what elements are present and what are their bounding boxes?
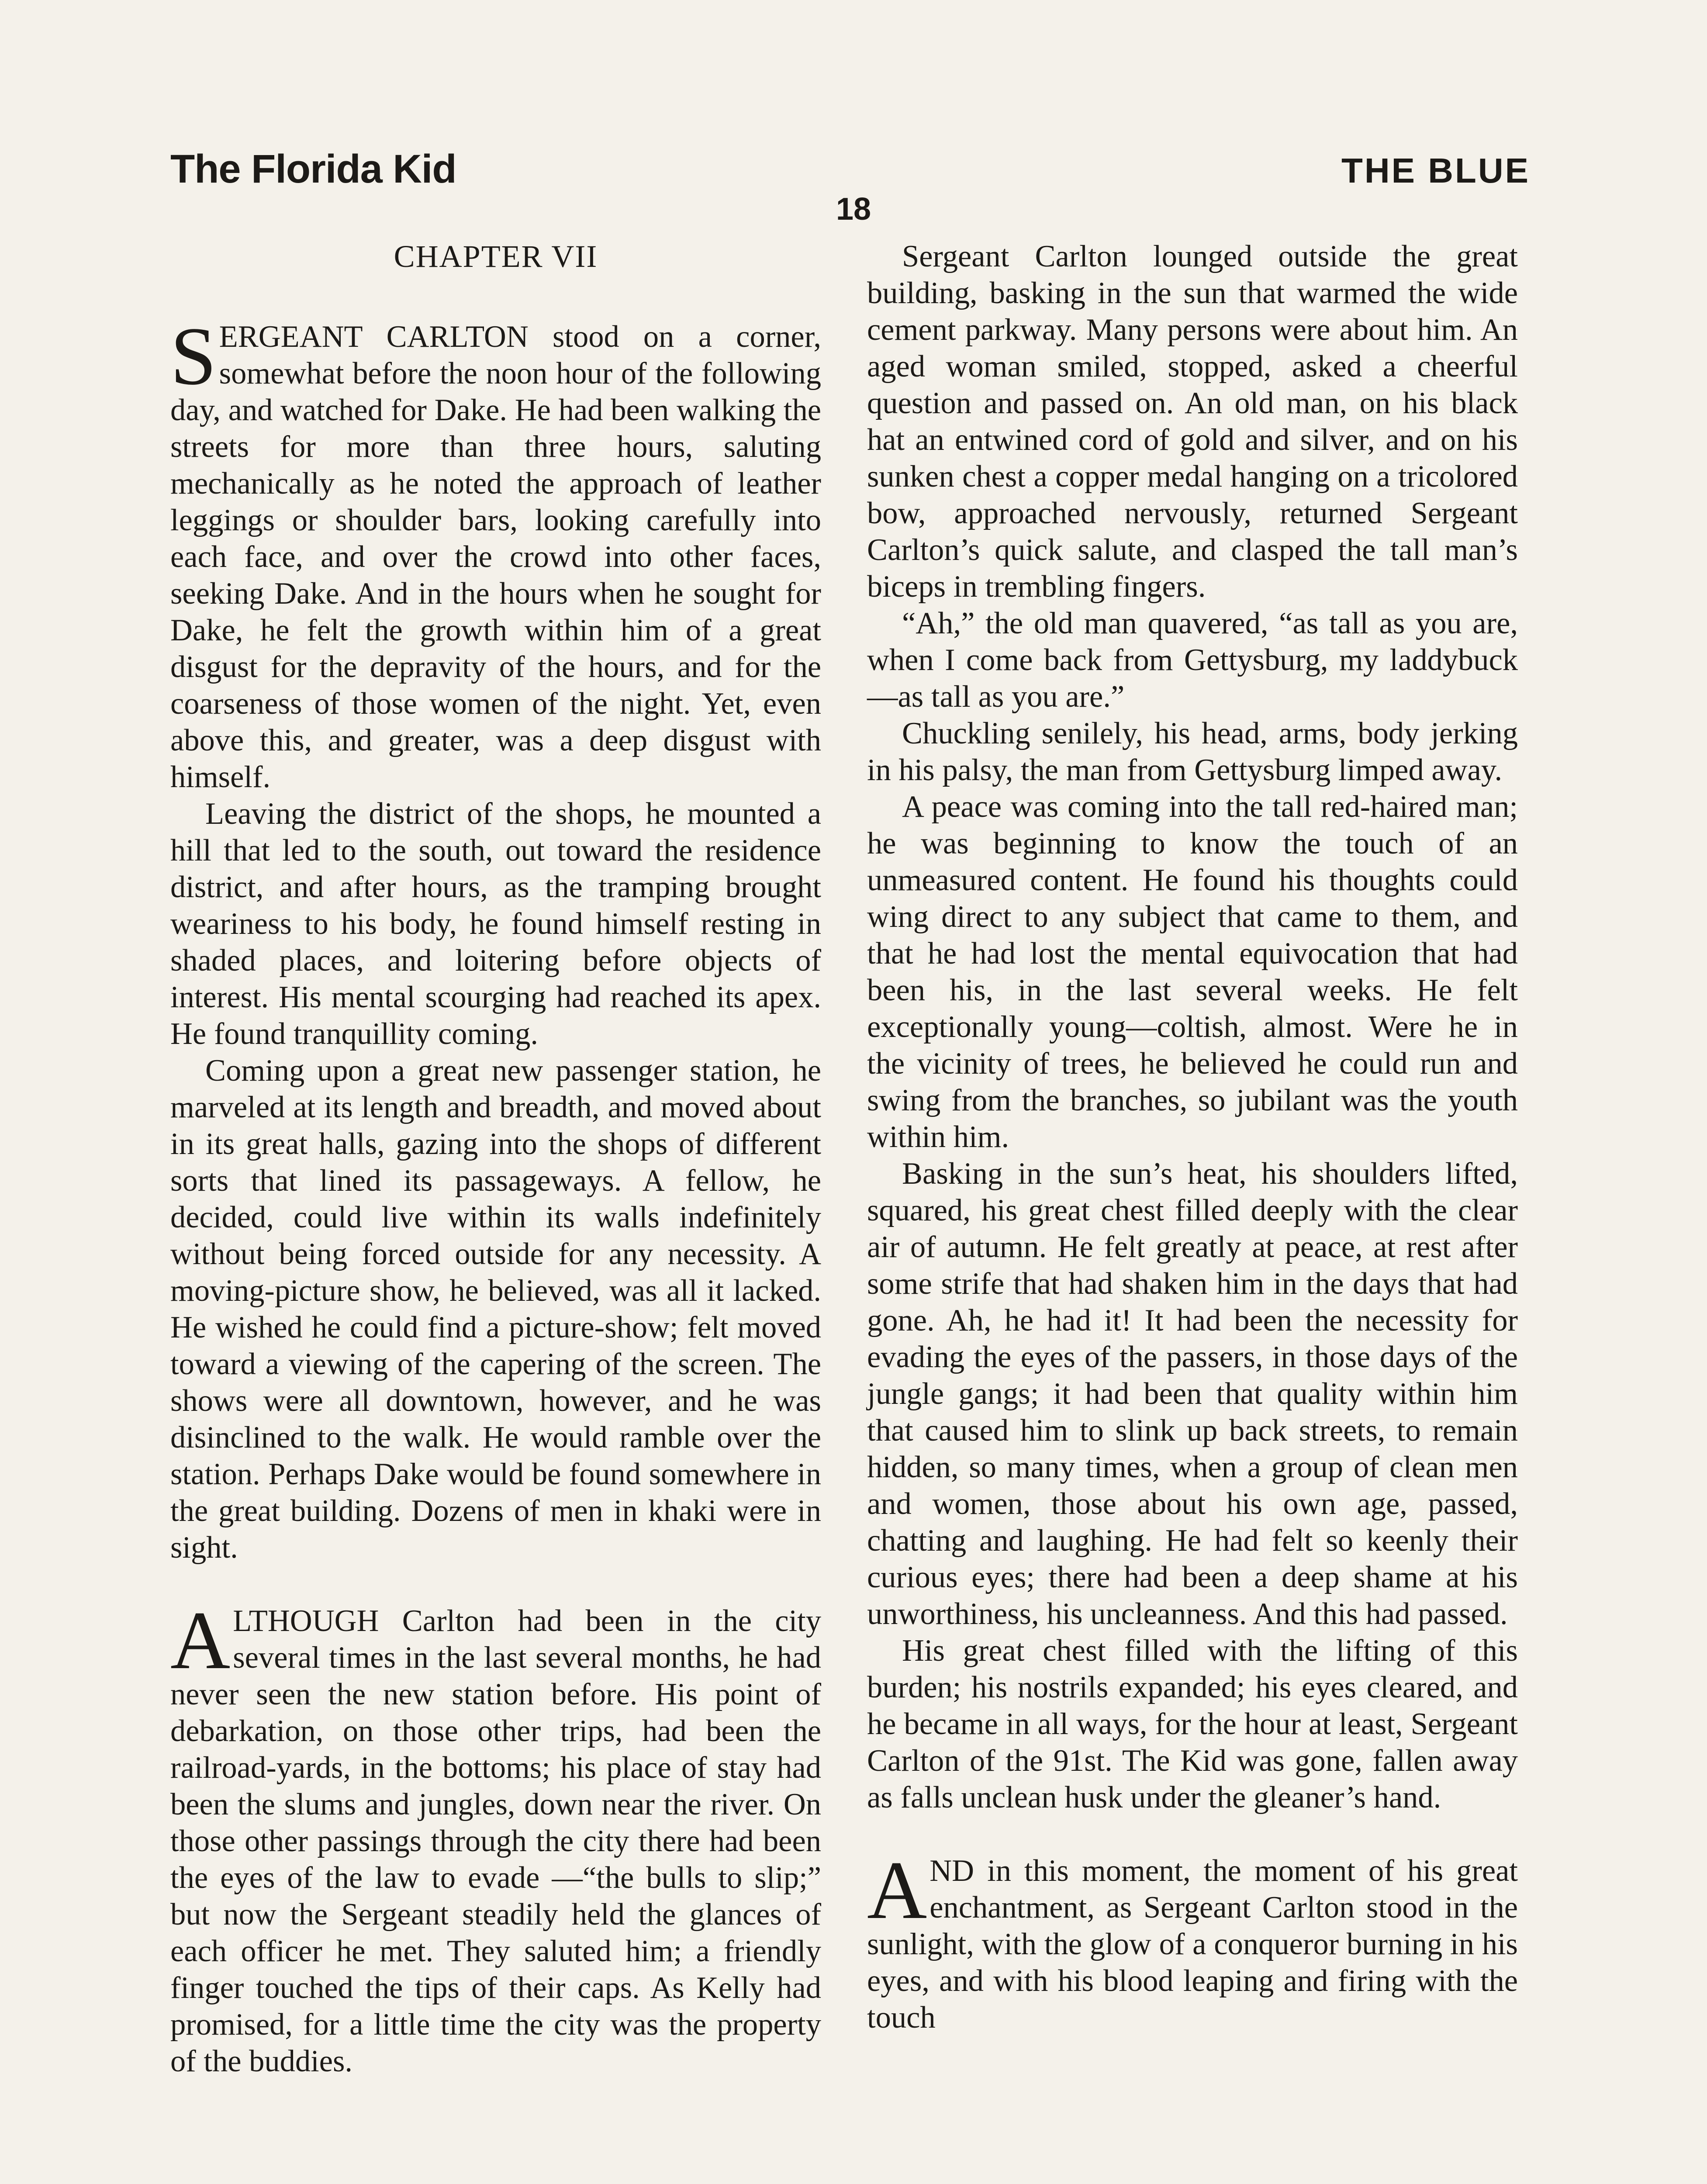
drop-cap: A xyxy=(867,1845,927,1936)
paragraph: Chuckling senilely, his head, arms, body jerking in his palsy, the man from Gettysburg limped away. xyxy=(867,716,1518,787)
opening-paragraph xyxy=(170,311,821,795)
magazine-title: THE BLUE xyxy=(1341,151,1530,190)
story-title: The Florida Kid xyxy=(170,147,456,191)
paragraph-text: LTHOUGH Carlton had been in the city several times in the last several months, he had never seen the new station before. His point of debarkation, on those other trips, had been the railroad-yards, in the bottoms; his place of stay had been the slums and jungles, down near the river. On those other passings through the city there had been the eyes of the law to evade —“the bulls to slip;” but now the Sergeant steadily held the glances of each officer he met. They saluted him; a friendly finger touched the tips of their caps. As Kelly had promised, for a little time the city was the property of the buddies. xyxy=(170,1604,821,2078)
paragraph: Sergeant Carlton lounged outside the great building, basking in the sun that warmed the wide cement parkway. Many persons were about him. An aged woman smiled, stopped, asked a cheerful question and passed on. An old man, on his black hat an entwined cord of gold and silver, and on his sunken chest a copper medal hanging on a tricolored bow, approached nervously, returned Sergeant Carlton’s quick salute, and clasped the tall man’s biceps in trembling fingers. xyxy=(867,239,1518,604)
paragraph: A peace was coming into the tall red-haired man; he was beginning to know the touch of an unmeasured content. He found his thoughts could wing direct to any subject that came to them, and that he had lost the mental equivocation that had been his, in the last several weeks. He felt exceptionally young—coltish, almost. Were he in the vicinity of trees, he believed he could run and swing from the branches, so jubilant was the youth within him. xyxy=(867,790,1518,1154)
paragraph-text: ND in this moment, the moment of his great enchantment, as Sergeant Carlton stood in the sunlight, with the glow of a conqueror burning in his eyes, and with his blood leaping and firing with the touch xyxy=(867,1854,1518,2035)
drop-cap: S xyxy=(170,311,217,402)
paragraph: Basking in the sun’s heat, his shoulders lifted, squared, his great chest filled deeply with the clear air of autumn. He felt greatly at peace, at rest after some strife that had shaken him in the days that had gone. Ah, he had it! It had been the necessity for evading the eyes of the passers, in those days of the jungle gangs; it had been that quality within him that caused him to slink up back streets, to remain hidden, so many times, when a group of clean men and women, those about his own age, passed, chatting and laughing. He had felt so keenly their curious eyes; there had been a deep shame at his unworthiness, his uncleanness. And this had passed. xyxy=(867,1157,1518,1631)
paragraph: “Ah,” the old man quavered, “as tall as you are, when I come back from Gettysburg, my laddybuck—as tall as you are.” xyxy=(867,606,1518,714)
page-number: 18 xyxy=(836,192,871,227)
left-column xyxy=(170,238,821,2080)
drop-cap: A xyxy=(170,1595,231,1686)
paragraph: Coming upon a great new passenger station, he marveled at its length and breadth, and moved about in its great halls, gazing into the shops of different sorts that lined its passageways. A fellow, he decided, could live within its walls indefinitely without being forced outside for any necessity. A moving-picture show, he believed, was all it lacked. He wished he could find a picture-show; felt moved toward a viewing of the capering of the screen. The shows were all downtown, however, and he was disinclined to the walk. He would ramble over the station. Perhaps Dake would be found somewhere in the great building. Dozens of men in khaki were in sight. xyxy=(170,1054,821,1565)
paragraph: Leaving the district of the shops, he mounted a hill that led to the south, out toward the residence district, and after hours, as the tramping brought weariness to his body, he found himself resting in shaded places, and loitering before objects of interest. His mental scourging had reached its apex. He found tranquillity coming. xyxy=(170,797,821,1051)
paragraph-text: ERGEANT CARLTON stood on a corner, somewhat before the noon hour of the following day, and watched for Dake. He had been walking the streets for more than three hours, saluting mechanically as he noted the approach of leather leggings or shoulder bars, looking carefully into each face, and over the crowd into other faces, seeking Dake. And in the hours when he sought for Dake, he felt the growth within him of a great disgust for the depravity of the hours, and for the coarseness of those women of the night. Yet, even above this, and greater, was a deep disgust with himself. xyxy=(170,320,821,794)
section-opening-paragraph xyxy=(867,1845,1518,2036)
section-opening-paragraph xyxy=(170,1595,821,2080)
section-break xyxy=(170,1566,821,1603)
paragraph: His great chest filled with the lifting of this burden; his nostrils expanded; his eyes cleared, and he became in all ways, for the hour at least, Sergeant Carlton of the 91st. The Kid was gone, fallen away as falls unclean husk under the gleaner’s hand. xyxy=(867,1634,1518,1814)
chapter-heading: CHAPTER VII xyxy=(394,239,598,274)
section-break xyxy=(867,1816,1518,1852)
right-column xyxy=(867,238,1518,2036)
